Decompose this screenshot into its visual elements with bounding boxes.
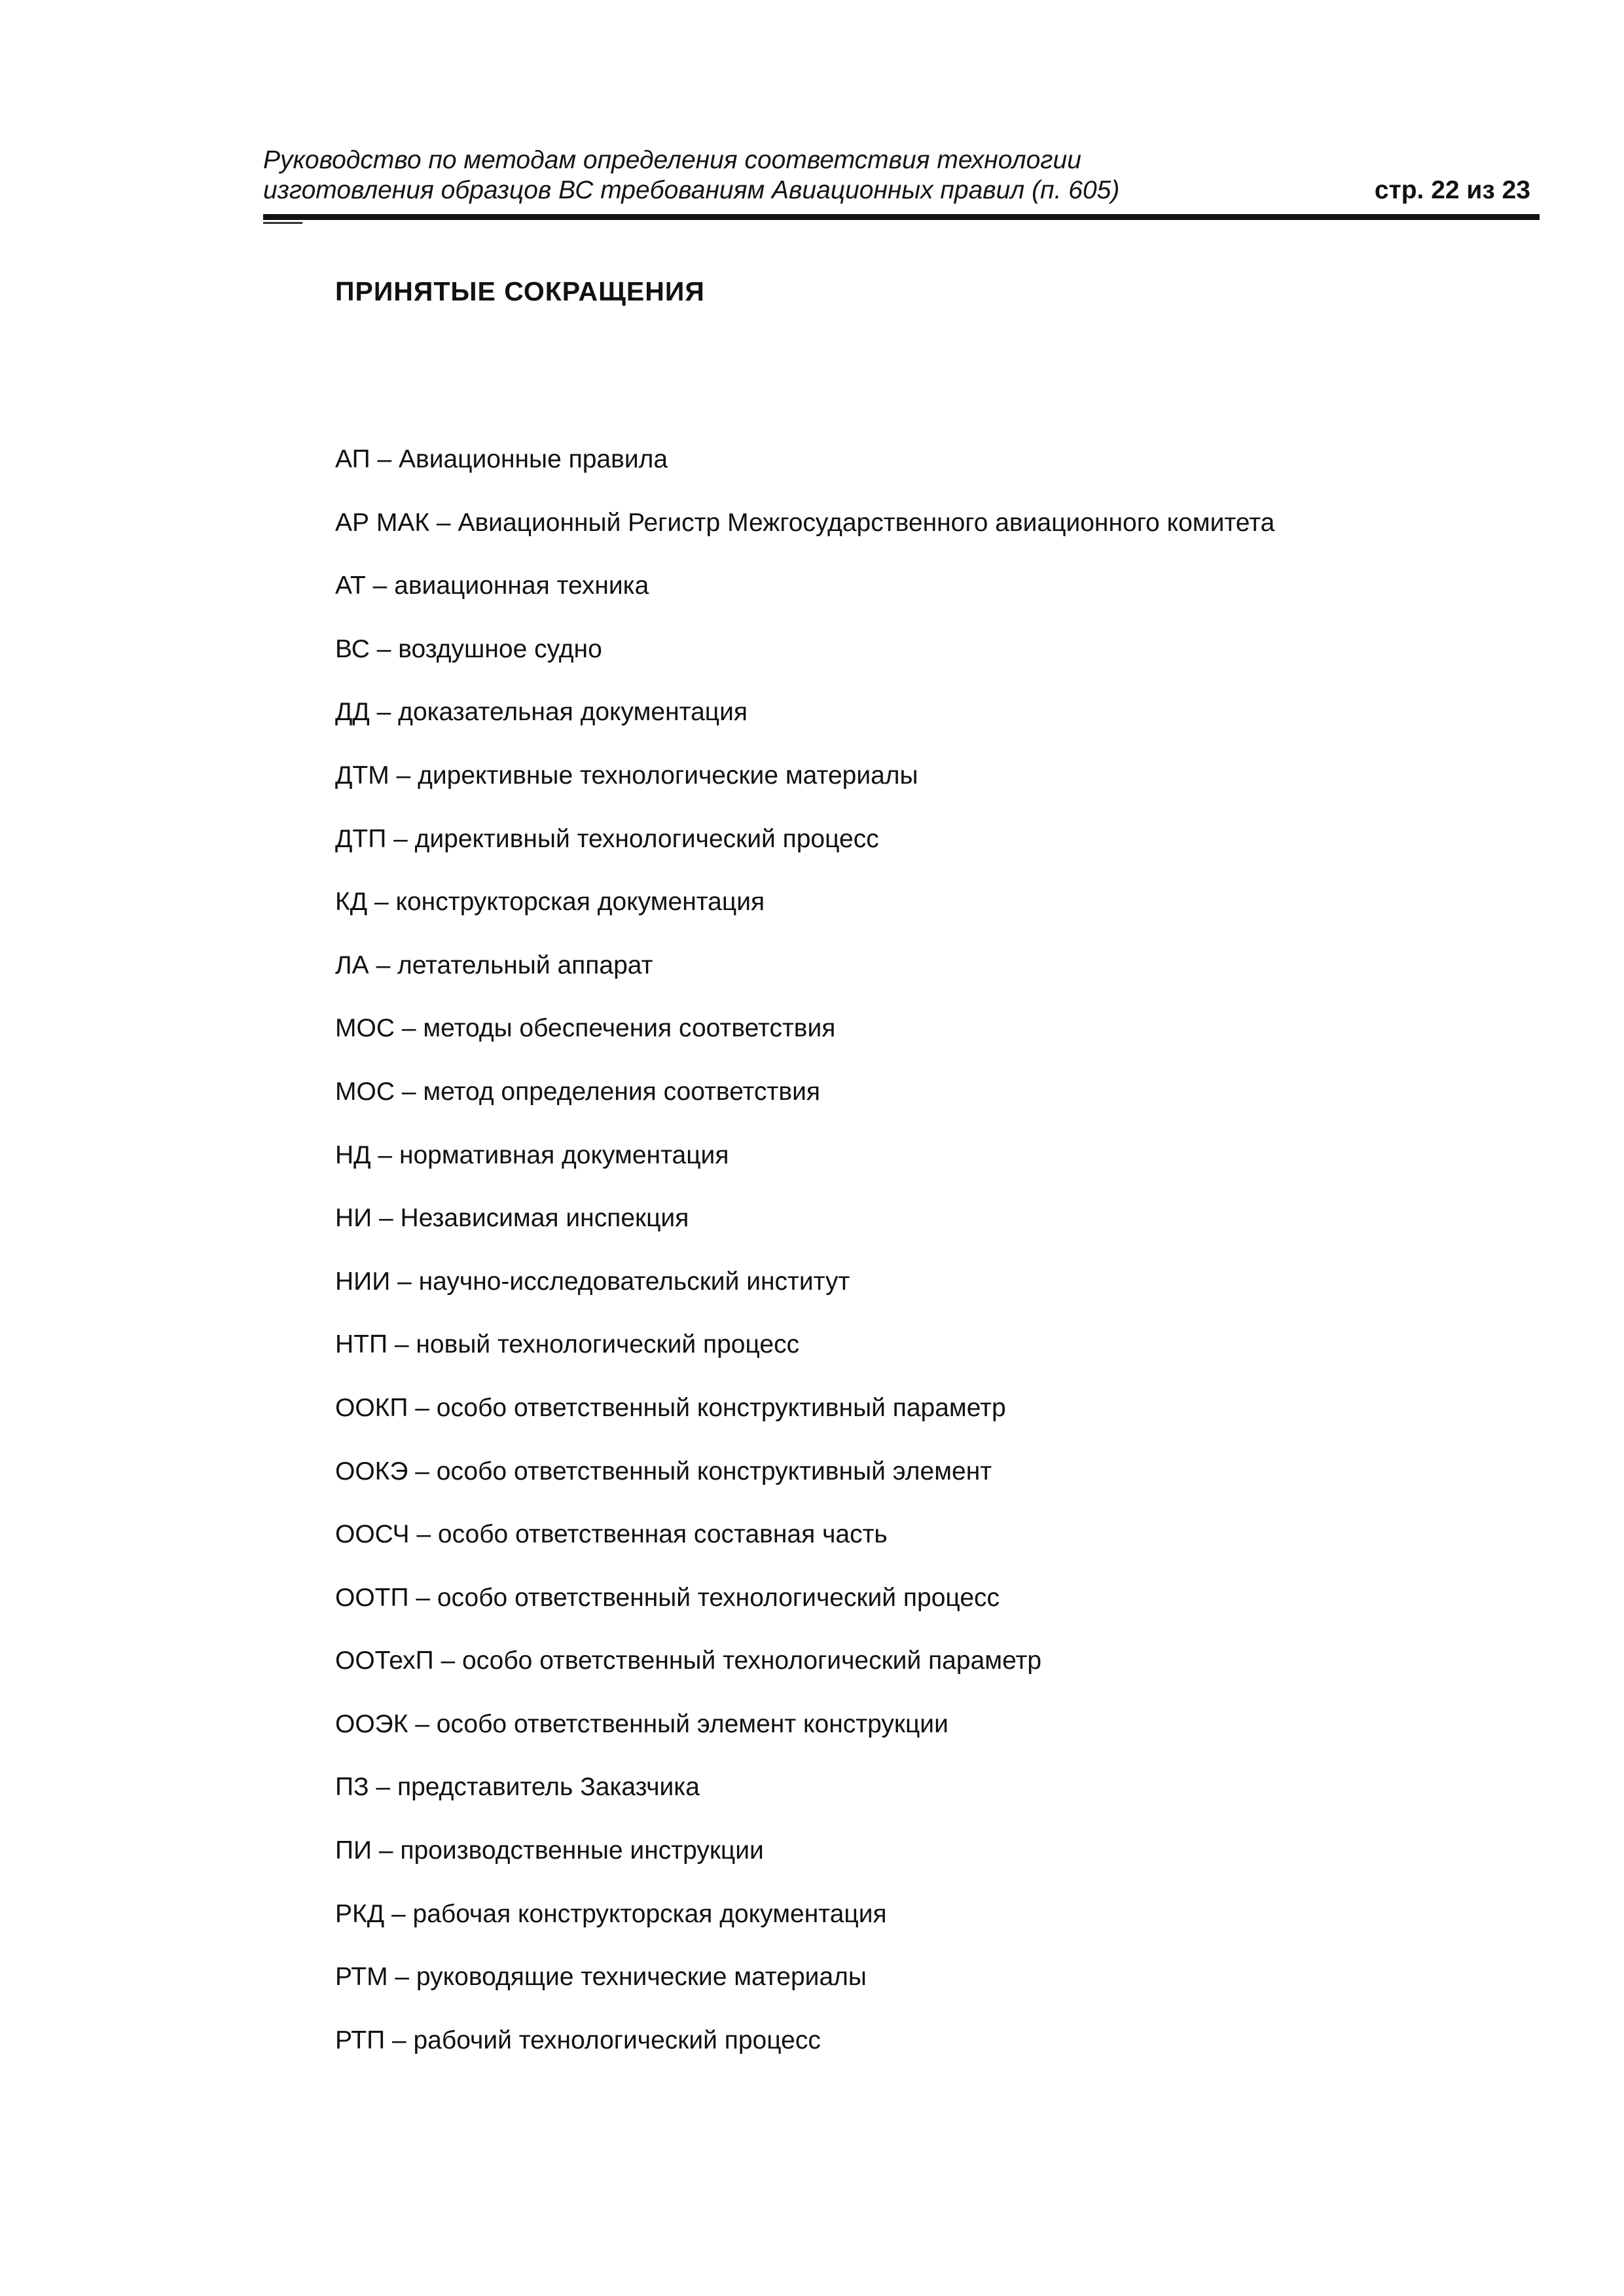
abbreviation-item: КД – конструкторская документация [335, 888, 765, 917]
abbreviation-item: ООТП – особо ответственный технологический процесс [335, 1583, 1000, 1612]
abbreviation-item: ООКП – особо ответственный конструктивный параметр [335, 1393, 1006, 1422]
abbreviation-item: НД – нормативная документация [335, 1140, 729, 1169]
abbreviation-item: РКД – рабочая конструкторская документация [335, 1899, 887, 1928]
abbreviation-item: АТ – авиационная техника [335, 572, 649, 600]
section-title: ПРИНЯТЫЕ СОКРАЩЕНИЯ [335, 276, 705, 306]
abbreviation-item: МОС – метод определения соответствия [335, 1077, 821, 1106]
document-title-line-1: Руководство по методам определения соответствия технологии [263, 146, 1081, 174]
abbreviation-item: РТМ – руководящие технические материалы [335, 1963, 867, 1992]
document-title-line-2: изготовления образцов ВС требованиям Авиационных правил (п. 605) [263, 176, 1120, 204]
abbreviation-item: МОС – методы обеспечения соответствия [335, 1014, 836, 1043]
abbreviation-list [335, 443, 1274, 2087]
abbreviation-item: РТП – рабочий технологический процесс [335, 2026, 821, 2054]
abbreviation-item: ООЭК – особо ответственный элемент конструкции [335, 1709, 948, 1738]
abbreviation-item: ВС – воздушное судно [335, 634, 602, 663]
abbreviation-item: АР МАК – Авиационный Регистр Межгосударственного авиационного комитета [335, 508, 1275, 537]
abbreviation-item: ПИ – производственные инструкции [335, 1836, 764, 1865]
abbreviation-item: НИ – Независимая инспекция [335, 1204, 689, 1233]
abbreviation-item: ООТехП – особо ответственный технологический параметр [335, 1647, 1042, 1675]
abbreviation-item: ДТП – директивный технологический процесс [335, 824, 879, 853]
abbreviation-item: АП – Авиационные правила [335, 445, 668, 473]
abbreviation-item: ООКЭ – особо ответственный конструктивный элемент [335, 1457, 992, 1485]
page-header [263, 145, 1540, 224]
document-title [263, 145, 1337, 206]
abbreviation-item: НТП – новый технологический процесс [335, 1330, 800, 1359]
abbreviation-item: ЛА – летательный аппарат [335, 951, 653, 979]
abbreviation-item: ПЗ – представитель Заказчика [335, 1773, 700, 1802]
header-divider [263, 214, 1540, 220]
abbreviation-item: ДТМ – директивные технологические материалы [335, 761, 918, 790]
page-number: стр. 22 из 23 [1374, 176, 1530, 204]
abbreviation-item: ДД – доказательная документация [335, 698, 748, 727]
header-divider-tail [263, 222, 302, 224]
abbreviation-item: НИИ – научно-исследовательский институт [335, 1267, 850, 1296]
abbreviation-item: ООСЧ – особо ответственная составная часть [335, 1520, 888, 1549]
